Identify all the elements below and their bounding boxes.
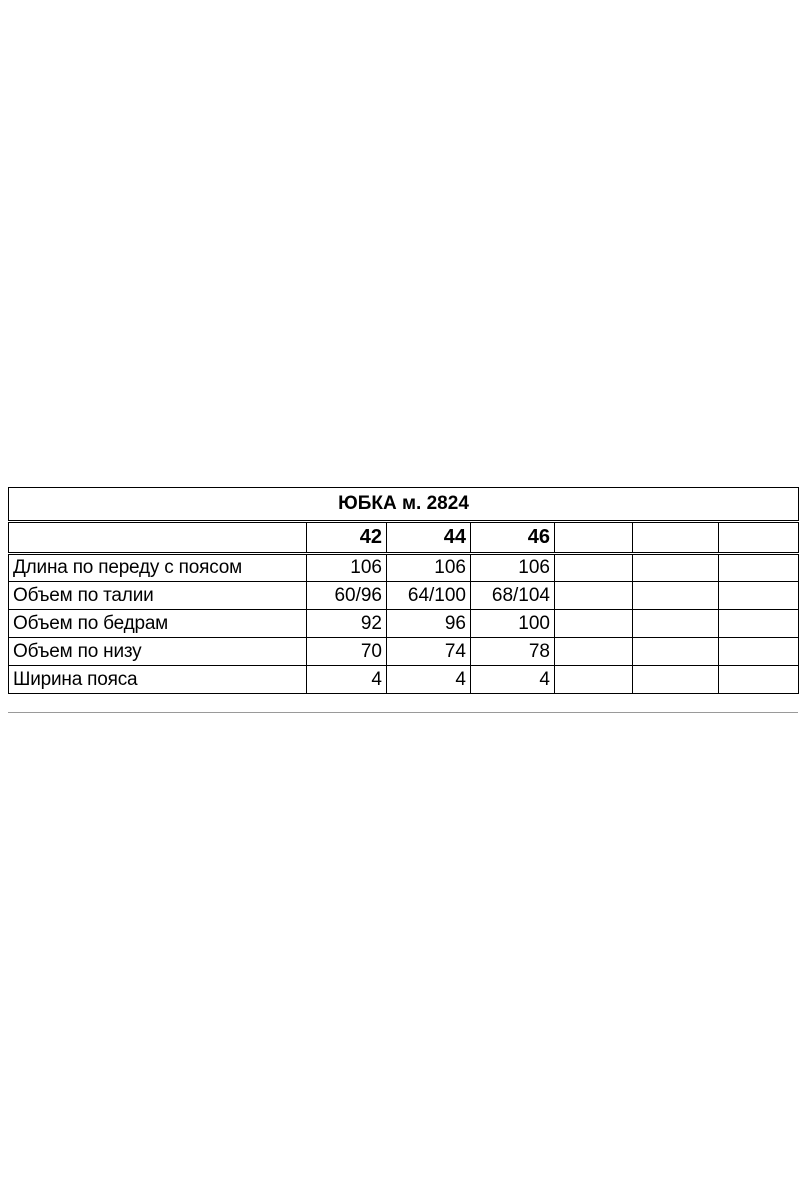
measure-value [633,610,719,638]
size-header-cell: 42 [307,522,387,554]
measure-label: Объем по низу [9,638,307,666]
measure-value [555,638,633,666]
size-header-cell: 46 [471,522,555,554]
divider [8,712,798,713]
measure-value: 106 [471,554,555,582]
measure-value [633,554,719,582]
measure-value: 78 [471,638,555,666]
measure-value: 106 [387,554,471,582]
size-header-row [9,522,799,554]
measure-value [719,554,799,582]
measure-value: 70 [307,638,387,666]
size-header-cell [555,522,633,554]
size-header-cell [719,522,799,554]
measure-value [555,666,633,694]
header-label-cell [9,522,307,554]
measure-value: 96 [387,610,471,638]
table-row [9,610,799,638]
measure-value: 4 [307,666,387,694]
table-row [9,554,799,582]
measure-value [719,582,799,610]
size-header-cell: 44 [387,522,471,554]
measure-value: 92 [307,610,387,638]
measure-value: 106 [307,554,387,582]
measure-value [555,554,633,582]
measure-value: 4 [387,666,471,694]
table-title: ЮБКА м. 2824 [9,488,799,522]
measure-value: 74 [387,638,471,666]
measure-value: 60/96 [307,582,387,610]
measure-value [719,638,799,666]
measure-value [719,610,799,638]
table-row [9,666,799,694]
measure-label: Ширина пояса [9,666,307,694]
measure-value: 64/100 [387,582,471,610]
table-row [9,582,799,610]
measure-value [633,666,719,694]
measure-label: Длина по переду с поясом [9,554,307,582]
measure-value [633,638,719,666]
table-row [9,638,799,666]
measure-value [633,582,719,610]
measure-value [719,666,799,694]
measure-value [555,582,633,610]
measure-value [555,610,633,638]
size-header-cell [633,522,719,554]
title-row [9,488,799,522]
measure-value: 68/104 [471,582,555,610]
measure-value: 100 [471,610,555,638]
size-chart [8,487,798,694]
measure-value: 4 [471,666,555,694]
measure-label: Объем по бедрам [9,610,307,638]
measure-label: Объем по талии [9,582,307,610]
size-table [8,487,799,694]
